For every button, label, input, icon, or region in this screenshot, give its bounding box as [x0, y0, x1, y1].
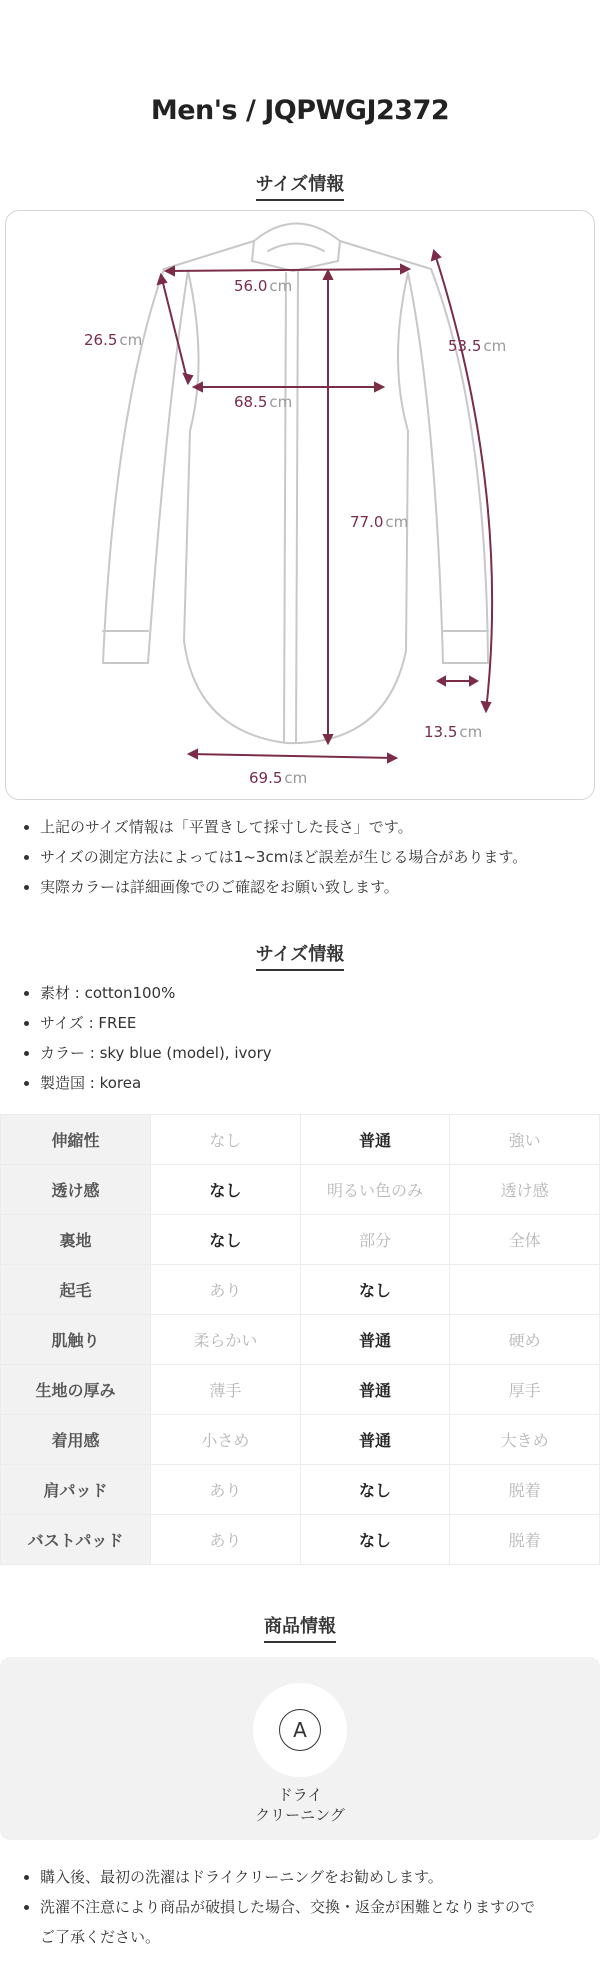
chest-measurement — [234, 393, 292, 411]
attribute-option: 脱着 — [450, 1515, 600, 1565]
care-notes-list — [22, 1862, 582, 1952]
attribute-option: 柔らかい — [151, 1315, 301, 1365]
attribute-option: なし — [300, 1465, 450, 1515]
length-measurement — [350, 513, 408, 531]
attribute-option: 小さめ — [151, 1415, 301, 1465]
list-item: 製造国 : korea — [22, 1068, 582, 1098]
attribute-option: 普通 — [300, 1115, 450, 1165]
list-item: 洗濯不注意により商品が破損した場合、交換・返金が困難となりますので — [22, 1892, 582, 1922]
fabric-attribute-table — [0, 1114, 600, 1565]
shirt-outline-illustration — [6, 211, 596, 801]
care-icon-badge — [253, 1683, 347, 1777]
attribute-option: 普通 — [300, 1365, 450, 1415]
armhole-measurement — [84, 331, 142, 349]
table-row — [1, 1165, 600, 1215]
table-row — [1, 1365, 600, 1415]
unit-label: cm — [119, 331, 143, 349]
dry-clean-icon: A — [279, 1709, 321, 1751]
sleeve-measurement — [448, 337, 506, 355]
attribute-option: なし — [151, 1215, 301, 1265]
attribute-option: なし — [151, 1115, 301, 1165]
table-row — [1, 1315, 600, 1365]
spec-heading — [0, 940, 600, 971]
spec-heading-text: サイズ情報 — [256, 940, 345, 971]
shoulder-value: 56.0 — [234, 277, 268, 295]
attribute-option: 明るい色のみ — [300, 1165, 450, 1215]
attribute-option: 強い — [450, 1115, 600, 1165]
care-instructions-box — [0, 1657, 600, 1840]
product-info-heading — [0, 1612, 600, 1643]
care-label-line: ドライ — [277, 1786, 323, 1804]
length-value: 77.0 — [350, 513, 384, 531]
measurement-lines — [158, 251, 492, 762]
armhole-value: 26.5 — [84, 331, 118, 349]
unit-label: cm — [483, 337, 507, 355]
attribute-name: バストパッド — [1, 1515, 151, 1565]
hem-value: 69.5 — [249, 769, 283, 787]
attribute-option: なし — [300, 1515, 450, 1565]
attribute-option: 薄手 — [151, 1365, 301, 1415]
attribute-option: あり — [151, 1515, 301, 1565]
product-title: Men's / JQPWGJ2372 — [150, 95, 450, 126]
attribute-name: 透け感 — [1, 1165, 151, 1215]
product-info-heading-text: 商品情報 — [264, 1612, 336, 1643]
unit-label: cm — [459, 723, 483, 741]
cuff-value: 13.5 — [424, 723, 458, 741]
unit-label: cm — [284, 769, 308, 787]
list-item: サイズ : FREE — [22, 1008, 582, 1038]
cuff-measurement — [424, 723, 482, 741]
sleeve-value: 53.5 — [448, 337, 482, 355]
care-label-line: クリーニング — [255, 1806, 345, 1824]
list-item: カラー : sky blue (model), ivory — [22, 1038, 582, 1068]
unit-label: cm — [269, 393, 293, 411]
attribute-option: なし — [151, 1165, 301, 1215]
size-info-heading — [0, 170, 600, 201]
size-info-heading-text: サイズ情報 — [256, 170, 345, 201]
list-item-continued: ご了承ください。 — [40, 1928, 161, 1946]
list-item: 購入後、最初の洗濯はドライクリーニングをお勧めします。 — [22, 1862, 582, 1892]
attribute-name: 生地の厚み — [1, 1365, 151, 1415]
shoulder-measurement — [234, 277, 292, 295]
table-row — [1, 1115, 600, 1165]
list-item: 素材 : cotton100% — [22, 978, 582, 1008]
unit-label: cm — [385, 513, 409, 531]
spec-list — [22, 978, 582, 1098]
chest-value: 68.5 — [234, 393, 268, 411]
table-row — [1, 1215, 600, 1265]
attribute-option: 普通 — [300, 1415, 450, 1465]
attribute-option: 脱着 — [450, 1465, 600, 1515]
size-diagram — [5, 210, 595, 800]
table-row — [1, 1265, 600, 1315]
hem-measurement — [249, 769, 307, 787]
table-row — [1, 1515, 600, 1565]
attribute-name: 肌触り — [1, 1315, 151, 1365]
attribute-option: なし — [300, 1265, 450, 1315]
attribute-option: 全体 — [450, 1215, 600, 1265]
attribute-option: 部分 — [300, 1215, 450, 1265]
attribute-name: 伸縮性 — [1, 1115, 151, 1165]
attribute-name: 着用感 — [1, 1415, 151, 1465]
attribute-option: 大きめ — [450, 1415, 600, 1465]
attribute-name: 裏地 — [1, 1215, 151, 1265]
attribute-option: あり — [151, 1465, 301, 1515]
care-label — [0, 1785, 600, 1825]
attribute-option: 硬め — [450, 1315, 600, 1365]
table-row — [1, 1465, 600, 1515]
attribute-option: 透け感 — [450, 1165, 600, 1215]
attribute-option — [450, 1265, 600, 1315]
attribute-name: 肩パッド — [1, 1465, 151, 1515]
table-row — [1, 1415, 600, 1465]
attribute-option: 普通 — [300, 1315, 450, 1365]
unit-label: cm — [269, 277, 293, 295]
list-item: 上記のサイズ情報は「平置きして採寸した長さ」です。 — [22, 812, 582, 842]
list-item: 実際カラーは詳細画像でのご確認をお願い致します。 — [22, 872, 582, 902]
attribute-name: 起毛 — [1, 1265, 151, 1315]
list-item: サイズの測定方法によっては1~3cmほど誤差が生じる場合があります。 — [22, 842, 582, 872]
attribute-option: 厚手 — [450, 1365, 600, 1415]
attribute-option: あり — [151, 1265, 301, 1315]
size-notes-list — [22, 812, 582, 902]
